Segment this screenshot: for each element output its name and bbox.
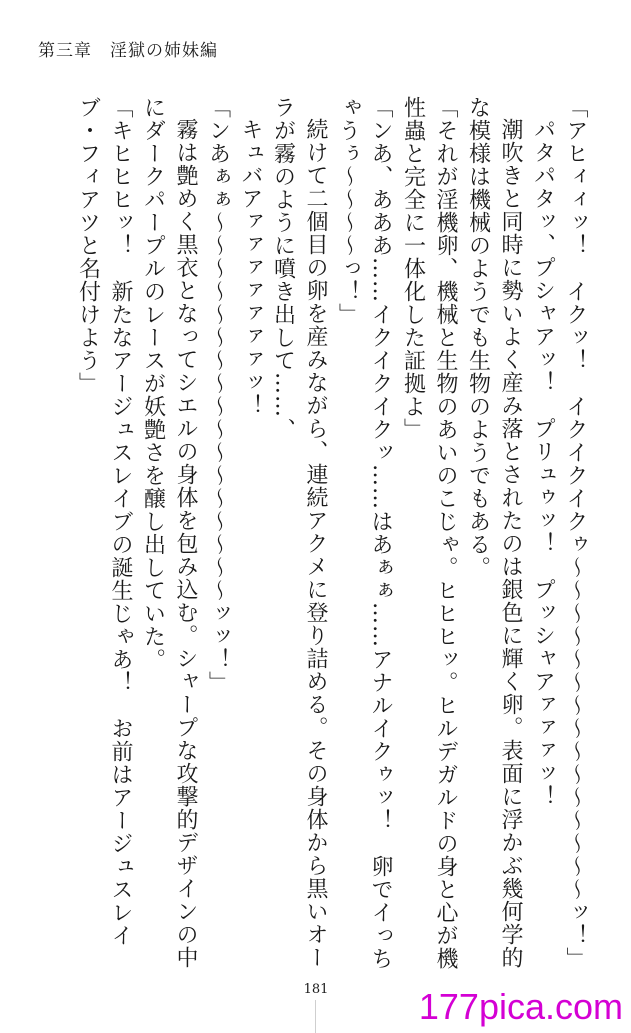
paragraph-1: 「アヒィィッ！ イクッ！ イクイクイクゥ～～～～～～～～～～～～～～～ッ！」	[563, 96, 588, 970]
paragraph-6: 続けて二個目の卵を産みながら、連続アクメに登り詰める。その身体から黒いオーラが霧のように噴き出して……、	[270, 96, 328, 969]
paragraph-5: 「ンあ、あああ……イクイクイクッ……はあぁぁ……アナルイクゥッ！ 卵でイっちゃうぅ～～～～っ！」	[335, 96, 393, 970]
footer-divider	[315, 1000, 316, 1033]
watermark: 177pica.com	[418, 986, 623, 1027]
page-number: 181	[303, 982, 329, 997]
chapter-header: 第三章 淫獄の姉妹編	[38, 41, 218, 61]
vertical-body-text	[31, 96, 591, 976]
paragraph-3: 潮吹きと同時に勢いよく産み落とされたのは銀色に輝く卵。表面に浮かぶ幾何学的な模様は機械のようでも生物のようでもある。	[465, 96, 523, 969]
paragraph-7: キュバアァァァァァァァッ！	[238, 118, 263, 417]
paragraph-4: 「それが淫機卵、機械と生物のあいのこじゃ。ヒヒヒッ。ヒルデガルドの身と心が機性蟲と完全に一体化した証拠よ」	[400, 96, 458, 970]
paragraph-2: パタパタッ、プシャアッ！ プリュゥッ！ プッシャアァァァッ！	[530, 118, 556, 808]
paragraph-9: 霧は艶めく黒衣となってシエルの身体を包み込む。シャープな攻撃的デザインの中にダークパープルのレースが妖艶さを醸し出していた。	[140, 96, 198, 969]
paragraph-8: 「ンあぁぁ～～～～～～～～～～～～～～～～～ッッ！」	[205, 96, 231, 694]
paragraph-10: 「キヒヒヒッ！ 新たなアージュスレイブの誕生じゃあ！ お前はアージュスレイブ・フィアツと名付けよう」	[75, 96, 133, 947]
